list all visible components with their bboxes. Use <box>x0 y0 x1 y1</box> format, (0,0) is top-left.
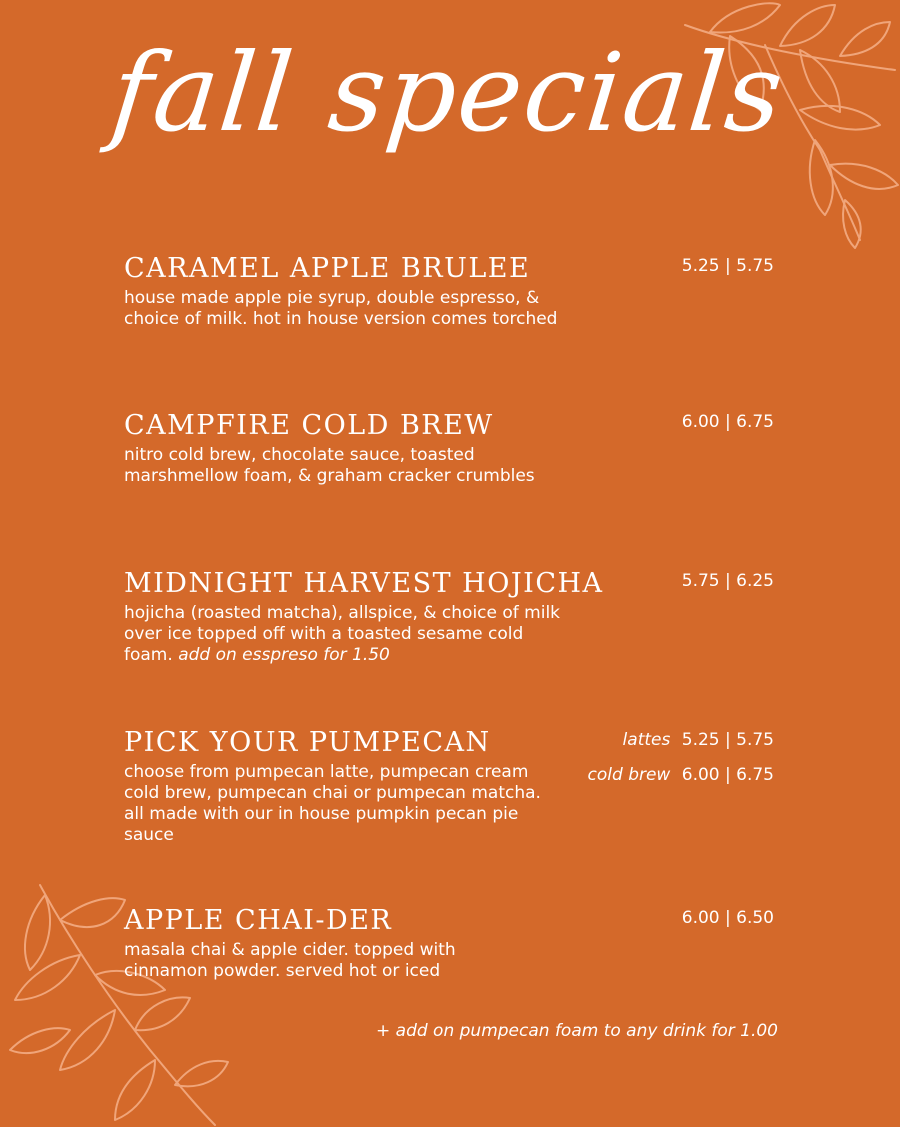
menu-item-description-text: hojicha (roasted matcha), allspice, & choice of milk over ice topped off with a toasted sesame cold foam. <box>124 603 561 665</box>
menu-item-description <box>124 603 564 666</box>
menu-item-price-lattes <box>623 730 774 750</box>
price-label: cold brew <box>587 765 671 785</box>
footer-addon-note: + add on pumpecan foam to any drink for 1.00 <box>376 1021 778 1041</box>
menu-item-price: 6.00 | 6.75 <box>681 412 774 432</box>
menu-item-description: masala chai & apple cider. topped with cinnamon powder. served hot or iced <box>124 940 456 981</box>
price-value: 6.00 | 6.75 <box>681 765 774 785</box>
menu-item-name: MIDNIGHT HARVEST HOJICHA <box>124 568 604 599</box>
menu-item-price: 5.75 | 6.25 <box>681 571 774 591</box>
page-title: fall specials <box>105 31 791 156</box>
menu-item-price-cold-brew <box>588 765 774 785</box>
menu-item-price: 5.25 | 5.75 <box>681 256 774 276</box>
menu-item-name: APPLE CHAI-DER <box>124 905 393 936</box>
menu-item-name: CAMPFIRE COLD BREW <box>124 410 494 441</box>
menu-item-description: choose from pumpecan latte, pumpecan cream cold brew, pumpecan chai or pumpecan matcha. all made with our in house pumpkin pecan pie sauce <box>124 762 541 845</box>
price-label: lattes <box>622 730 671 750</box>
menu-item-price: 6.00 | 6.50 <box>681 908 774 928</box>
menu-item-name: PICK YOUR PUMPECAN <box>124 727 491 758</box>
price-value: 5.25 | 5.75 <box>681 730 774 750</box>
menu-item-description: nitro cold brew, chocolate sauce, toasted marshmellow foam, & graham cracker crumbles <box>124 445 535 486</box>
menu-item-description: house made apple pie syrup, double espresso, & choice of milk. hot in house version comes torched <box>124 288 558 329</box>
menu-item-name: CARAMEL APPLE BRULEE <box>124 253 531 284</box>
menu-item-addon-note: add on esspreso for 1.50 <box>178 645 390 665</box>
